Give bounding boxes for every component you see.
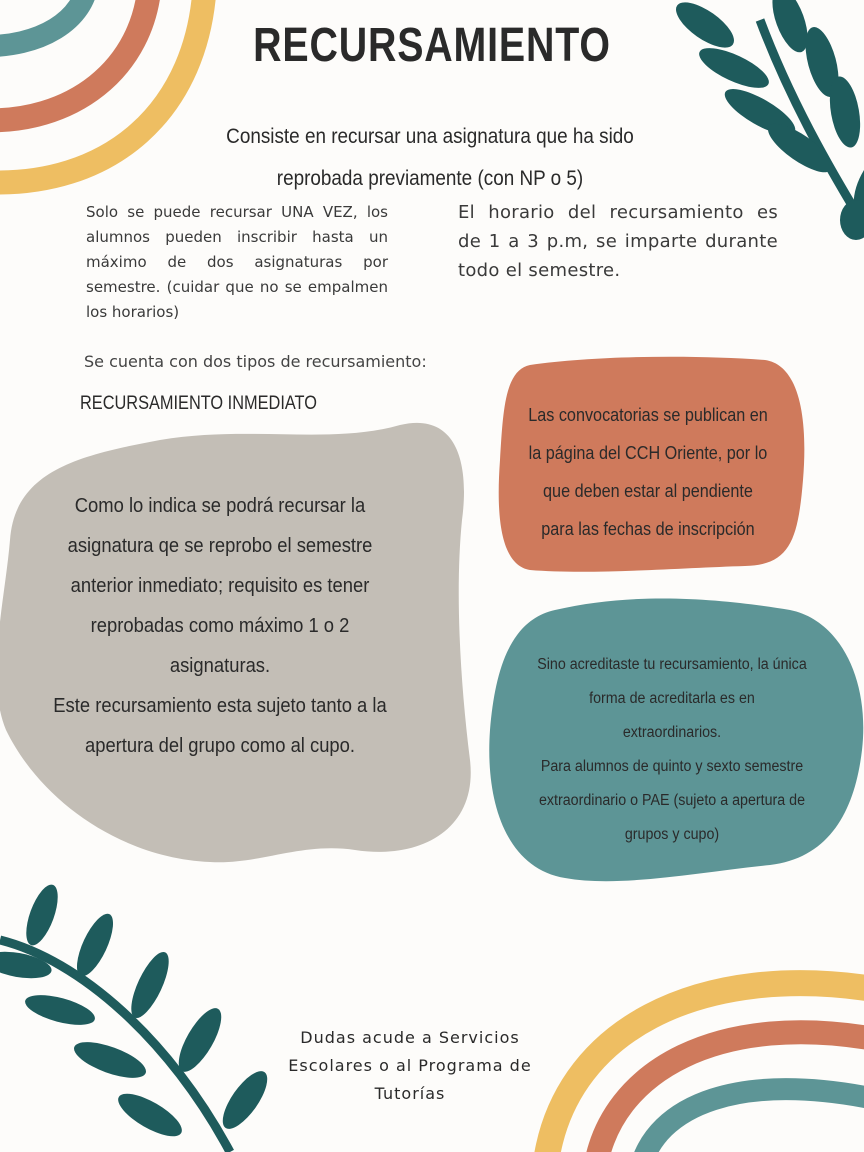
left-paragraph: Solo se puede recursar UNA VEZ, los alumnos pueden inscribir hasta un máximo de dos asignaturas por semestre. (cuidar que no se empalmen los horarios): [86, 203, 388, 321]
orange-box-line: que deben estar al pendiente: [543, 481, 753, 501]
bottom-right-rainbow-decoration: [545, 983, 864, 1152]
teal-box-line: forma de acreditarla es en: [589, 690, 755, 707]
orange-box-text: [513, 396, 783, 548]
section-heading: RECURSAMIENTO INMEDIATO: [80, 393, 317, 414]
teal-box-line: extraordinarios.: [622, 724, 722, 741]
gray-box-line: Como lo indica se podrá recursar la: [74, 495, 366, 517]
right-paragraph: El horario del recursamiento es de 1 a 3 p.m, se imparte durante todo el semestre.: [458, 202, 778, 281]
footer-note: [270, 1024, 550, 1108]
subtitle: [196, 116, 664, 200]
footer-line: Escolares o al Programa de: [288, 1056, 532, 1075]
gray-box-line: apertura del grupo como al cupo.: [84, 735, 356, 757]
footer-line: Dudas acude a Servicios: [300, 1028, 520, 1047]
gray-box-line: reprobadas como máximo 1 o 2: [90, 615, 350, 637]
page-title: RECURSAMIENTO: [253, 19, 611, 72]
types-intro: Se cuenta con dos tipos de recursamiento:: [84, 352, 427, 371]
bottom-left-leaf-decoration: [0, 881, 275, 1152]
subtitle-line: reprobada previamente (con NP o 5): [276, 167, 584, 190]
subtitle-line: Consiste en recursar una asignatura que ha sido: [226, 125, 634, 148]
teal-box-text: [514, 648, 830, 852]
gray-box-line: asignaturas.: [169, 655, 271, 677]
teal-box-line: grupos y cupo): [624, 826, 720, 843]
gray-box-line: Este recursamiento esta sujeto tanto a la: [53, 695, 387, 717]
orange-box-line: la página del CCH Oriente, por lo: [528, 443, 768, 463]
teal-box-line: Sino acreditaste tu recursamiento, la única: [537, 656, 807, 673]
teal-box-line: Para alumnos de quinto y sexto semestre: [540, 758, 804, 775]
gray-box-line: asignatura qe se reprobo el semestre: [67, 535, 373, 557]
gray-box-line: anterior inmediato; requisito es tener: [70, 575, 370, 597]
orange-box-line: Las convocatorias se publican en: [528, 405, 768, 425]
footer-line: Tutorías: [374, 1084, 446, 1103]
orange-box-line: para las fechas de inscripción: [541, 519, 755, 539]
teal-box-line: extraordinario o PAE (sujeto a apertura de: [538, 792, 806, 809]
gray-box-text: [36, 486, 404, 766]
